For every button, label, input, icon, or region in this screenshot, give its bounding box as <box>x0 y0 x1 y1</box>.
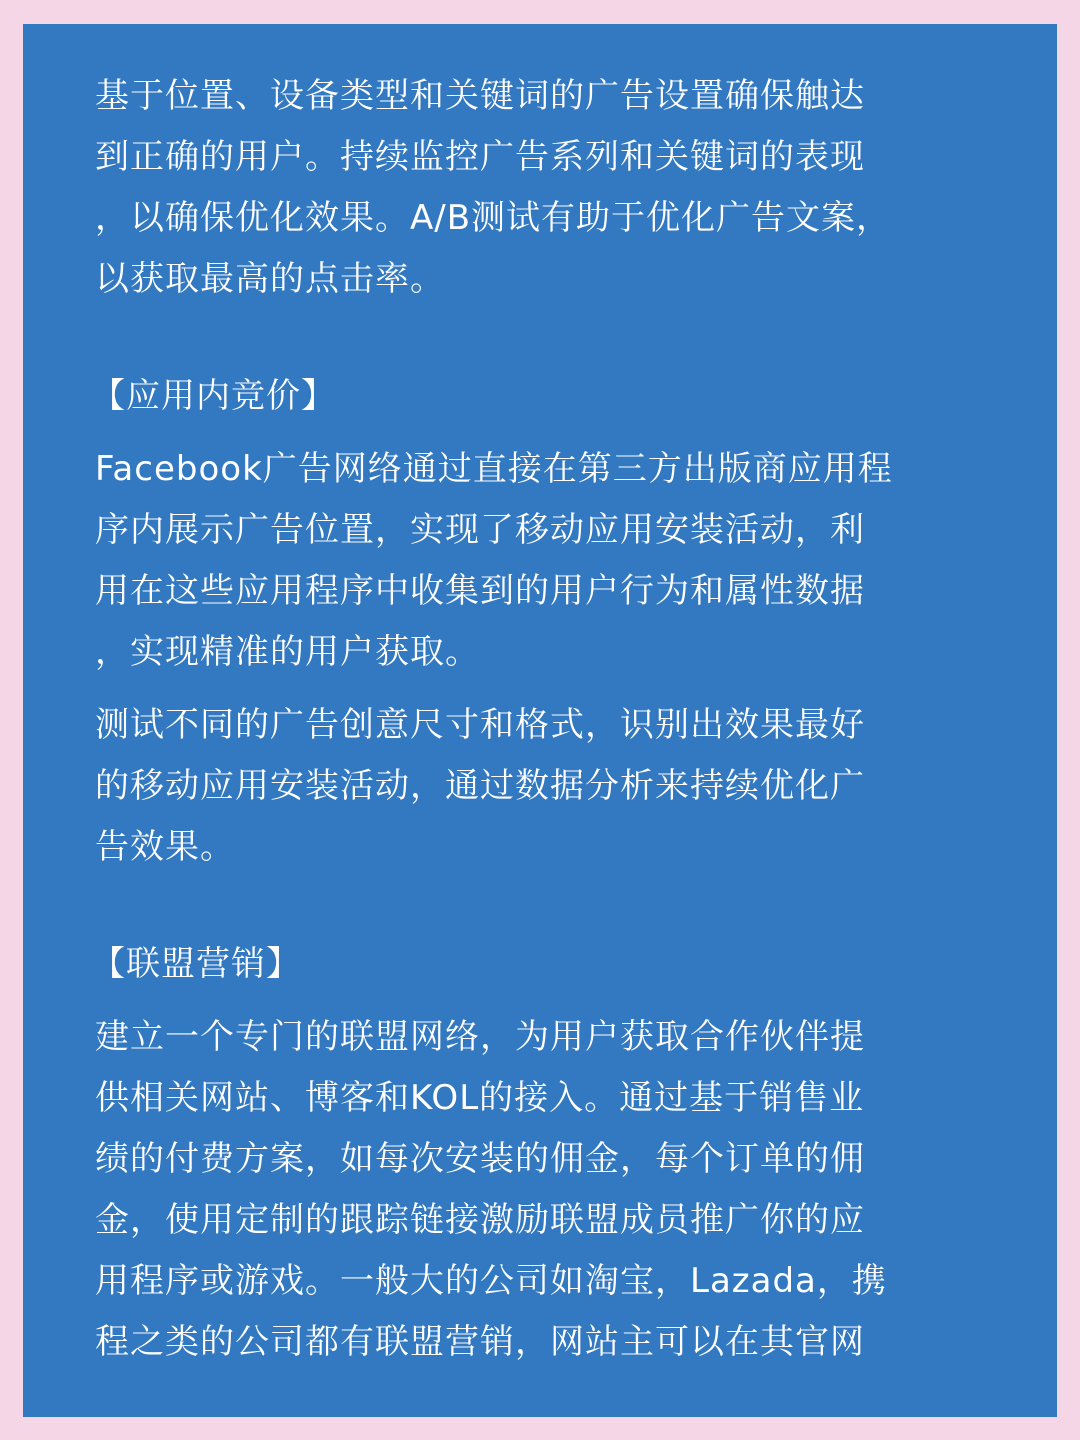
text-line: 以获取最高的点击率。 <box>95 259 445 299</box>
text-line: 的移动应用安装活动，通过数据分析来持续优化广 <box>95 766 865 806</box>
spacer <box>95 995 995 1007</box>
text-line: 建立一个专门的联盟网络，为用户获取合作伙伴提 <box>95 1017 865 1057</box>
text-line: 测试不同的广告创意尺寸和格式，识别出效果最好 <box>95 705 865 745</box>
text-line: 金，使用定制的跟踪链接激励联盟成员推广你的应 <box>95 1200 865 1240</box>
spacer <box>95 427 995 439</box>
section-heading-in-app-bidding: 【应用内竞价】 <box>91 376 336 416</box>
paragraph-creative-testing <box>95 695 995 878</box>
text-line: 序内展示广告位置，实现了移动应用安装活动，利 <box>95 510 865 550</box>
text-line: 绩的付费方案，如每次安装的佣金，每个订单的佣 <box>95 1139 865 1179</box>
article-body <box>91 66 995 1373</box>
paragraph-targeting <box>95 66 995 310</box>
section-heading-affiliate-marketing: 【联盟营销】 <box>91 944 301 984</box>
text-line: 用在这些应用程序中收集到的用户行为和属性数据 <box>95 571 865 611</box>
text-line: Facebook广告网络通过直接在第三方出版商应用程 <box>95 449 893 489</box>
text-line: 供相关网站、博客和KOL的接入。通过基于销售业 <box>95 1078 865 1118</box>
text-line: 基于位置、设备类型和关键词的广告设置确保触达 <box>95 76 865 116</box>
spacer <box>95 310 995 366</box>
content-card <box>23 24 1057 1417</box>
text-line: 到正确的用户。持续监控广告系列和关键词的表现 <box>95 137 865 177</box>
text-line: 程之类的公司都有联盟营销，网站主可以在其官网 <box>95 1322 865 1362</box>
text-line: 用程序或游戏。一般大的公司如淘宝，Lazada，携 <box>95 1261 887 1301</box>
paragraph-affiliate-network <box>95 1007 995 1373</box>
text-line: 告效果。 <box>95 827 235 867</box>
text-line: ，以确保优化效果。A/B测试有助于优化广告文案， <box>95 198 892 238</box>
text-line: ，实现精准的用户获取。 <box>95 632 480 672</box>
spacer <box>95 878 995 934</box>
paragraph-audience-network <box>95 439 995 683</box>
spacer <box>95 683 995 695</box>
